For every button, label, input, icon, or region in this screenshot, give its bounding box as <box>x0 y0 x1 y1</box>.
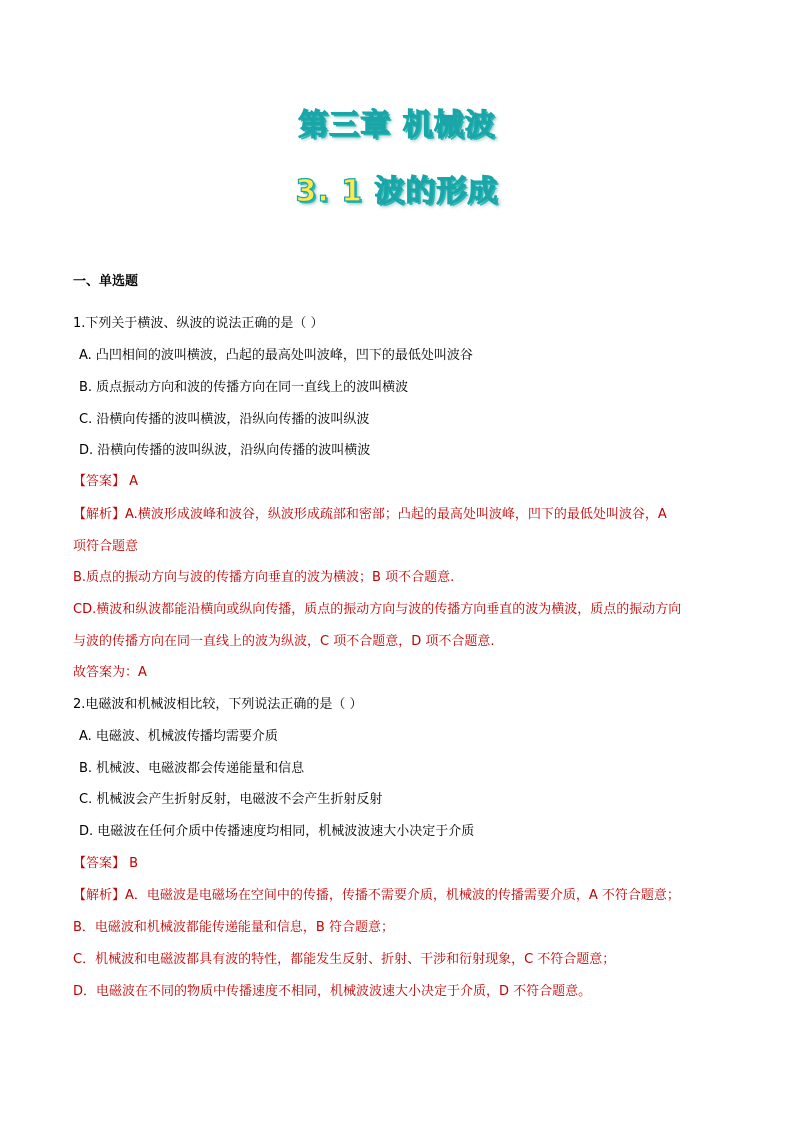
question-1-analysis-line-1 <box>73 505 733 525</box>
question-1-option-c: C. 沿横向传播的波叫横波，沿纵向传播的波叫纵波 <box>79 412 370 427</box>
question-2-option-c: C. 机械波会产生折射反射，电磁波不会产生折射反射 <box>79 792 383 807</box>
analysis-text: A.横波形成波峰和波谷，纵波形成疏部和密部；凸起的最高处叫波峰，凹下的最低处叫波谷，A <box>125 507 667 522</box>
question-1-option-a: A. 凸凹相间的波叫横波，凸起的最高处叫波峰，凹下的最低处叫波谷 <box>79 348 473 363</box>
question-1-analysis-line-4: CD.横波和纵波都能沿横向或纵向传播，质点的振动方向与波的传播方向垂直的波为横波，质点的振动方向 <box>73 602 682 617</box>
section-title: 3. 1 波的形成 <box>295 174 499 209</box>
answer-value: A <box>125 474 139 489</box>
question-2-analysis-line-3: C．机械波和电磁波都具有波的特性，都能发生反射、折射、干涉和衍射现象，C 不符合题意； <box>73 952 616 967</box>
question-2-option-d: D. 电磁波在任何介质中传播速度均相同，机械波波速大小决定于介质 <box>79 824 475 839</box>
question-1-stem: 1.下列关于横波、纵波的说法正确的是（ ） <box>73 316 324 331</box>
question-2-option-a: A. 电磁波、机械波传播均需要介质 <box>79 729 278 744</box>
analysis-text: A．电磁波是电磁场在空间中的传播，传播不需要介质，机械波的传播需要介质，A 不符合题意； <box>125 888 680 903</box>
section-label: 一、单选题 <box>73 274 139 289</box>
question-1-option-d: D. 沿横向传播的波叫纵波，沿纵向传播的波叫横波 <box>79 443 371 458</box>
chapter-title: 第三章 机械波 <box>298 108 496 143</box>
question-1-answer <box>73 472 733 492</box>
answer-tag: 【答案】 <box>73 474 126 489</box>
question-1-analysis-line-2: 项符合题意 <box>73 539 139 554</box>
question-2-analysis-line-1 <box>73 886 733 906</box>
question-2-answer <box>73 854 733 874</box>
question-2-option-b: B. 机械波、电磁波都会传递能量和信息 <box>79 761 305 776</box>
analysis-tag: 【解析】 <box>73 888 126 903</box>
analysis-tag: 【解析】 <box>73 507 126 522</box>
question-2-analysis-line-4: D．电磁波在不同的物质中传播速度不相同，机械波波速大小决定于介质，D 不符合题意。 <box>73 984 592 999</box>
answer-value: B <box>125 856 139 871</box>
question-1-conclusion: 故答案为：A <box>73 665 147 680</box>
question-1-analysis-line-3: B.质点的振动方向与波的传播方向垂直的波为横波；B 项不合题意. <box>73 570 455 585</box>
question-1-analysis-line-5: 与波的传播方向在同一直线上的波为纵波，C 项不合题意，D 项不合题意. <box>73 634 495 649</box>
question-2-analysis-line-2: B．电磁波和机械波都能传递能量和信息，B 符合题意； <box>73 920 394 935</box>
question-2-stem: 2.电磁波和机械波相比较，下列说法正确的是（ ） <box>73 697 363 712</box>
answer-tag: 【答案】 <box>73 856 126 871</box>
question-1-option-b: B. 质点振动方向和波的传播方向在同一直线上的波叫横波 <box>79 380 409 395</box>
